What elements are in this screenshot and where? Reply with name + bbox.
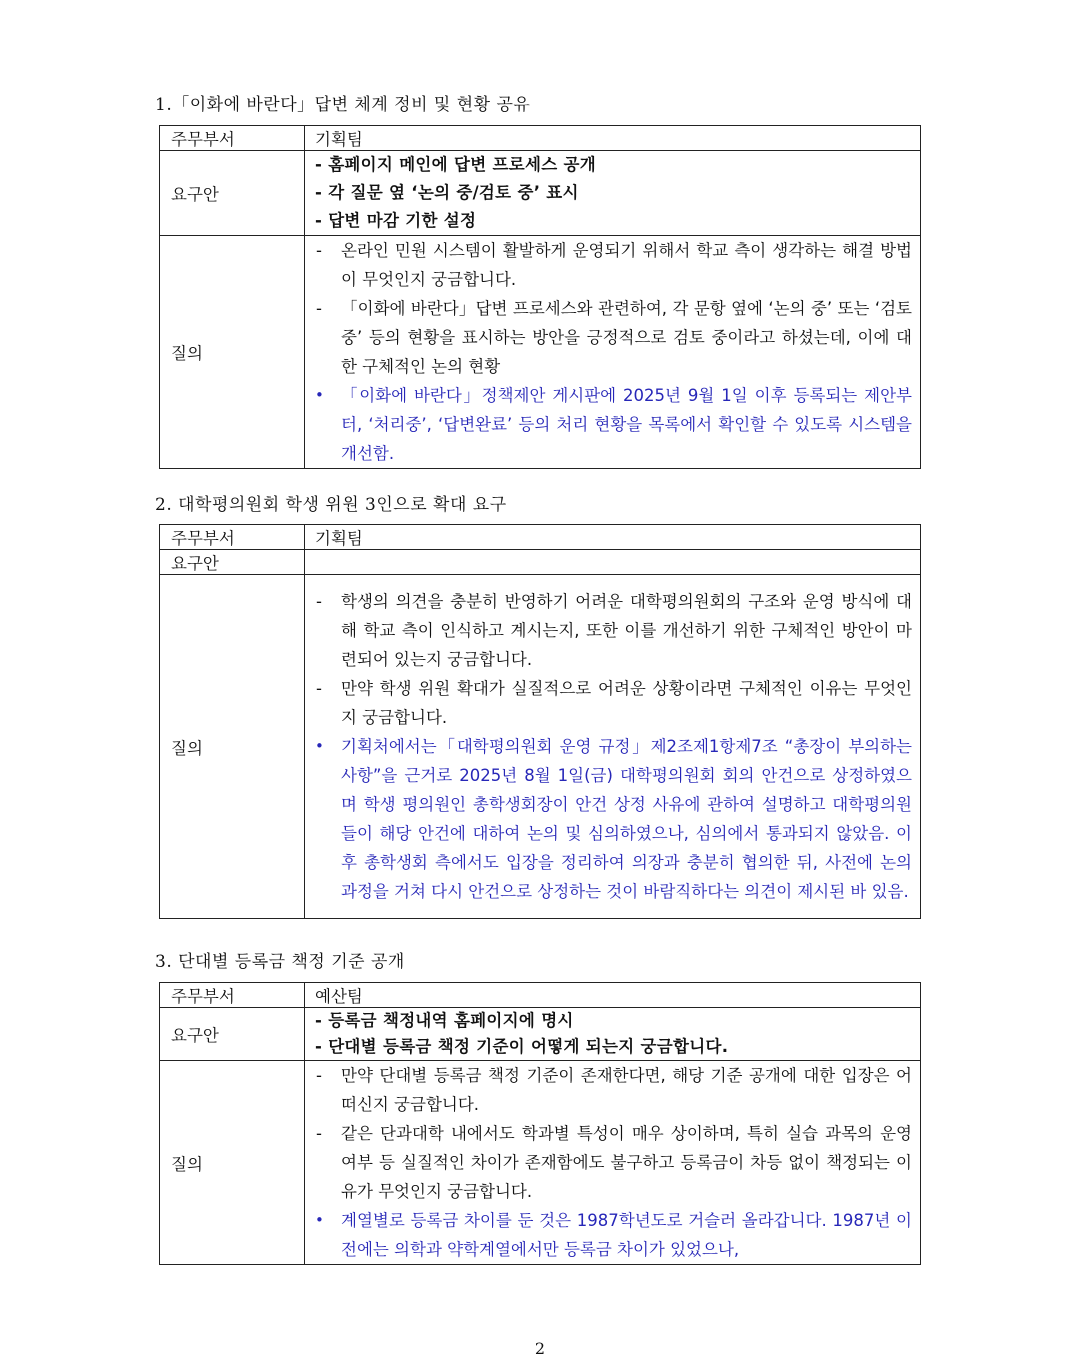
section-1-table — [159, 125, 921, 469]
question-item — [315, 294, 912, 381]
req-line: - 답변 마감 기한 설정 — [315, 211, 477, 230]
req-line: - 각 질문 옆 ‘논의 중/검토 중’ 표시 — [315, 183, 579, 202]
section-3-table — [159, 982, 921, 1265]
answer-text: 계열별로 등록금 차이를 둔 것은 1987학년도로 거슬러 올라갑니다. 1987년 이전에는 의학과 약학계열에서만 등록금 차이가 있었으나, — [341, 1211, 912, 1259]
section-2-heading: 2. 대학평의원회 학생 위원 3인으로 확대 요구 — [155, 495, 507, 515]
question-item — [315, 1061, 912, 1119]
dash-marker: - — [316, 299, 322, 318]
bullet-icon: • — [315, 1211, 324, 1229]
req-line: - 등록금 책정내역 홈페이지에 명시 — [315, 1011, 574, 1030]
question-item — [315, 1119, 912, 1206]
question-cell — [305, 575, 921, 919]
answer-item — [315, 381, 912, 468]
bullet-icon: • — [315, 737, 324, 755]
dept-label: 주무부서 — [160, 983, 305, 1008]
section-2-table — [159, 524, 921, 919]
section-3-heading: 3. 단대별 등록금 책정 기준 공개 — [155, 952, 405, 972]
question-label: 질의 — [160, 236, 305, 469]
answer-item — [315, 1206, 912, 1264]
question-text: 만약 학생 위원 확대가 실질적으로 어려운 상황이라면 구체적인 이유는 무엇인지 궁금합니다. — [341, 679, 912, 727]
req-label: 요구안 — [160, 550, 305, 575]
dash-marker: - — [316, 241, 322, 260]
bullet-icon: • — [315, 386, 324, 404]
question-item — [315, 236, 912, 294]
question-text: 온라인 민원 시스템이 활발하게 운영되기 위해서 학교 측이 생각하는 해결 방법이 무엇인지 궁금합니다. — [341, 241, 912, 289]
dept-value: 예산팀 — [305, 983, 921, 1008]
section-1-heading: 1.「이화에 바란다」답변 체계 정비 및 현황 공유 — [155, 95, 531, 115]
question-text: 같은 단과대학 내에서도 학과별 특성이 매우 상이하며, 특히 실습 과목의 운영 여부 등 실질적인 차이가 존재함에도 불구하고 등록금이 차등 없이 책정되는 이유가 무엇인지 궁금합니다. — [341, 1124, 912, 1201]
answer-text: 기획처에서는「대학평의원회 운영 규정」제2조제1항제7조 “총장이 부의하는 사항”을 근거로 2025년 8월 1일(금) 대학평의원회 회의 안건으로 상정하였으며 학생 평의원인 총학생회장이 안건 상정 사유에 관하여 설명하고 대학평의원들이 해당 안건에 대하여 논의 및 심의하였으나, 심의에서 통과되지 않았음. 이후 총학생회 측에서도 입장을 정리하여 의장과 충분히 협의한 뒤, 사전에 논의 과정을 거쳐 다시 안건으로 상정하는 것이 바람직하다는 의견이 제시된 바 있음. — [341, 737, 912, 901]
question-cell — [305, 1061, 921, 1265]
question-text: 「이화에 바란다」답변 프로세스와 관련하여, 각 문항 옆에 ‘논의 중’ 또는 ‘검토 중’ 등의 현황을 표시하는 방안을 긍정적으로 검토 중이라고 하셨는데, 이에 대한 구체적인 논의 현황 — [341, 299, 912, 376]
dash-marker: - — [316, 679, 322, 698]
question-item — [315, 587, 912, 674]
answer-text: 「이화에 바란다」정책제안 게시판에 2025년 9월 1일 이후 등록되는 제안부터, ‘처리중’, ‘답변완료’ 등의 처리 현황을 목록에서 확인할 수 있도록 시스템을 개선함. — [341, 386, 912, 463]
question-text: 만약 단대별 등록금 책정 기준이 존재한다면, 해당 기준 공개에 대한 입장은 어떠신지 궁금합니다. — [341, 1066, 912, 1114]
dash-marker: - — [316, 592, 322, 611]
dept-label: 주무부서 — [160, 126, 305, 151]
dept-value: 기획팀 — [305, 525, 921, 550]
dash-marker: - — [316, 1124, 322, 1143]
req-line: - 단대별 등록금 책정 기준이 어떻게 되는지 궁금합니다. — [315, 1037, 729, 1056]
question-item — [315, 674, 912, 732]
page-number: 2 — [534, 1339, 546, 1358]
req-cell — [305, 1008, 921, 1061]
req-cell — [305, 550, 921, 575]
question-text: 학생의 의견을 충분히 반영하기 어려운 대학평의원회의 구조와 운영 방식에 대해 학교 측이 인식하고 계시는지, 또한 이를 개선하기 위한 구체적인 방안이 마련되어 있는지 궁금합니다. — [341, 592, 912, 669]
req-line: - 홈페이지 메인에 답변 프로세스 공개 — [315, 155, 596, 174]
req-label: 요구안 — [160, 151, 305, 236]
answer-item — [315, 732, 912, 906]
question-cell — [305, 236, 921, 469]
dash-marker: - — [316, 1066, 322, 1085]
dept-label: 주무부서 — [160, 525, 305, 550]
req-label: 요구안 — [160, 1008, 305, 1061]
dept-value: 기획팀 — [305, 126, 921, 151]
question-label: 질의 — [160, 1061, 305, 1265]
req-cell — [305, 151, 921, 236]
question-label: 질의 — [160, 575, 305, 919]
